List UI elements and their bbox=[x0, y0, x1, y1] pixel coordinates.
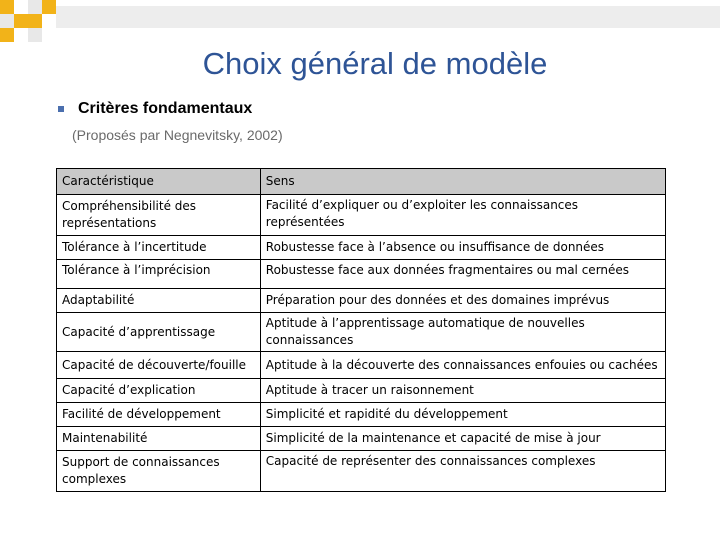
table-cell-meaning: Simplicité et rapidité du développement bbox=[260, 403, 665, 427]
table-cell-characteristic: Tolérance à l’incertitude bbox=[57, 236, 261, 260]
table-cell-characteristic: Compréhensibilité des représentations bbox=[57, 195, 261, 236]
table-cell-characteristic: Capacité d’apprentissage bbox=[57, 313, 261, 352]
table-cell-meaning: Aptitude à la découverte des connaissances enfouies ou cachées bbox=[260, 352, 665, 379]
table-cell-meaning: Simplicité de la maintenance et capacité de mise à jour bbox=[260, 427, 665, 451]
table-cell-characteristic: Adaptabilité bbox=[57, 289, 261, 313]
table-cell-characteristic: Tolérance à l’imprécision bbox=[57, 260, 261, 289]
table-row bbox=[57, 379, 666, 403]
table-cell-characteristic: Support de connaissances complexes bbox=[57, 451, 261, 492]
table-cell-meaning: Aptitude à tracer un raisonnement bbox=[260, 379, 665, 403]
table-row bbox=[57, 260, 666, 289]
table-cell-characteristic: Maintenabilité bbox=[57, 427, 261, 451]
table-row bbox=[57, 289, 666, 313]
table-row bbox=[57, 451, 666, 492]
table-header-row bbox=[57, 169, 666, 195]
criteria-table bbox=[56, 168, 666, 492]
column-header-sens: Sens bbox=[260, 169, 665, 195]
bullet-label: Critères fondamentaux bbox=[78, 100, 253, 117]
table-cell-meaning: Capacité de représenter des connaissances complexes bbox=[260, 451, 665, 492]
table-row bbox=[57, 403, 666, 427]
table-cell-meaning: Robustesse face aux données fragmentaires ou mal cernées bbox=[260, 260, 665, 289]
square-bullet-icon bbox=[58, 106, 64, 112]
table-row bbox=[57, 195, 666, 236]
column-header-caracteristique: Caractéristique bbox=[57, 169, 261, 195]
page-title: Choix général de modèle bbox=[202, 46, 548, 81]
table-cell-meaning: Aptitude à l’apprentissage automatique de nouvelles connaissances bbox=[260, 313, 665, 352]
table-row bbox=[57, 427, 666, 451]
bullet-item bbox=[58, 100, 252, 118]
table-cell-characteristic: Facilité de développement bbox=[57, 403, 261, 427]
source-note: (Proposés par Negnevitsky, 2002) bbox=[72, 127, 283, 143]
table-row bbox=[57, 236, 666, 260]
table-cell-characteristic: Capacité de découverte/fouille bbox=[57, 352, 261, 379]
table-cell-characteristic: Capacité d’explication bbox=[57, 379, 261, 403]
table-cell-meaning: Robustesse face à l’absence ou insuffisance de données bbox=[260, 236, 665, 260]
table-row bbox=[57, 352, 666, 379]
table-cell-meaning: Facilité d’expliquer ou d’exploiter les connaissances représentées bbox=[260, 195, 665, 236]
table-cell-meaning: Préparation pour des données et des domaines imprévus bbox=[260, 289, 665, 313]
table-row bbox=[57, 313, 666, 352]
